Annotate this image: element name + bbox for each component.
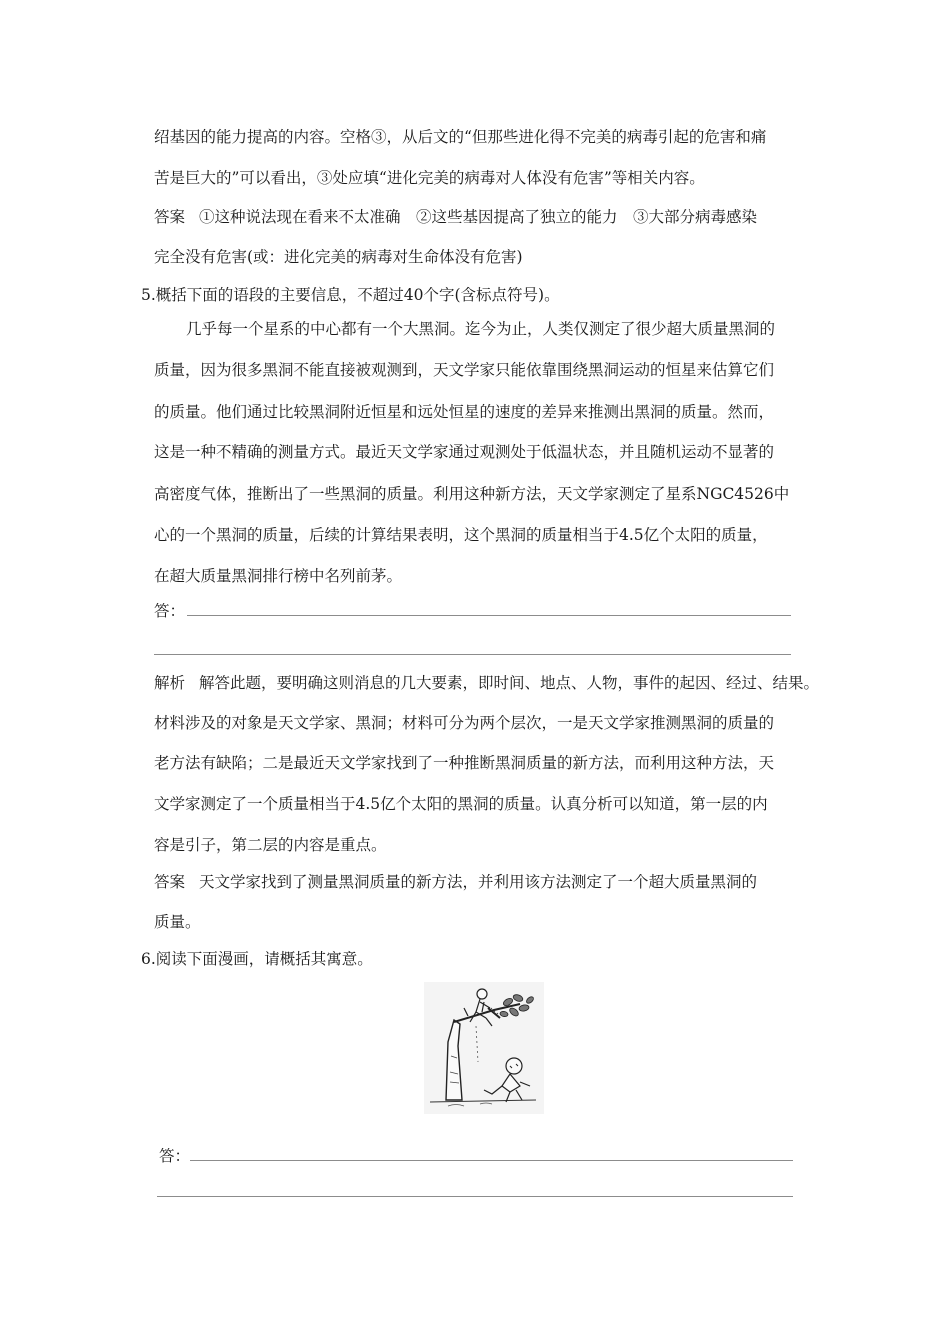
q5-analysis-line-3: 老方法有缺陷；二是最近天文学家找到了一种推断黑洞质量的新方法，而利用这种方法，天 [154,754,775,772]
q5-answer-line-text-1 [154,871,757,893]
cartoon-illustration [424,982,544,1114]
cartoon-background [424,982,544,1114]
q5-answer-line-text-2: 质量。 [154,913,201,931]
q6-prompt: 6.阅读下面漫画，请概括其寓意。 [141,950,373,968]
q5-answer-text-1: 天文学家找到了测量黑洞质量的新方法，并利用该方法测定了一个超大质量黑洞的 [199,873,758,891]
q5-passage-line-6: 心的一个黑洞的质量，后续的计算结果表明，这个黑洞的质量相当于4.5亿个太阳的质量， [154,526,768,544]
intro-answer-line-1 [154,206,757,228]
intro-answer-line-2: 完全没有危害(或：进化完美的病毒对生命体没有危害) [154,248,523,266]
q5-answer-line-1[interactable] [187,615,791,616]
intro-answer-text-1: ①这种说法现在看来不太准确 ②这些基因提高了独立的能力 ③大部分病毒感染 [199,208,758,226]
q5-answer-label: 答案 [154,873,186,891]
q5-analysis-line-5: 容是引子，第二层的内容是重点。 [154,836,387,854]
q5-analysis-line-1 [154,672,819,694]
intro-line-2: 苦是巨大的”可以看出，③处应填“进化完美的病毒对人体没有危害”等相关内容。 [154,169,705,187]
q5-passage-line-7: 在超大质量黑洞排行榜中名列前茅。 [154,567,403,585]
q6-answer-line-1[interactable] [190,1160,793,1161]
q5-passage-line-4: 这是一种不精确的测量方式。最近天文学家通过观测处于低温状态，并且随机运动不显著的 [154,443,775,461]
q5-passage-line-5: 高密度气体，推断出了一些黑洞的质量。利用这种新方法，天文学家测定了星系NGC4526中 [154,485,790,503]
q6-answer-line-2[interactable] [157,1196,793,1197]
q6-answer-prompt: 答： [159,1147,191,1165]
q5-answer-prompt: 答： [154,602,186,620]
intro-line-1: 绍基因的能力提高的内容。空格③，从后文的“但那些进化得不完美的病毒引起的危害和痛 [154,128,767,146]
q5-passage-line-2: 质量，因为很多黑洞不能直接被观测到，天文学家只能依靠围绕黑洞运动的恒星来估算它们 [154,361,775,379]
q5-analysis-text-1: 解答此题，要明确这则消息的几大要素，即时间、地点、人物，事件的起因、经过、结果。 [199,674,820,692]
q5-analysis-line-2: 材料涉及的对象是天文学家、黑洞；材料可分为两个层次，一是天文学家推测黑洞的质量的 [154,714,775,732]
q5-analysis-line-4: 文学家测定了一个质量相当于4.5亿个太阳的黑洞的质量。认真分析可以知道，第一层的内 [154,795,768,813]
intro-answer-label: 答案 [154,208,186,226]
q5-passage-line-3: 的质量。他们通过比较黑洞附近恒星和远处恒星的速度的差异来推测出黑洞的质量。然而， [154,403,775,421]
q5-answer-line-2[interactable] [154,654,791,655]
q5-analysis-label: 解析 [154,674,186,692]
q5-prompt: 5.概括下面的语段的主要信息，不超过40个字(含标点符号)。 [141,286,560,304]
q5-passage-line-1: 几乎每一个星系的中心都有一个大黑洞。迄今为止，人类仅测定了很少超大质量黑洞的 [186,320,776,338]
